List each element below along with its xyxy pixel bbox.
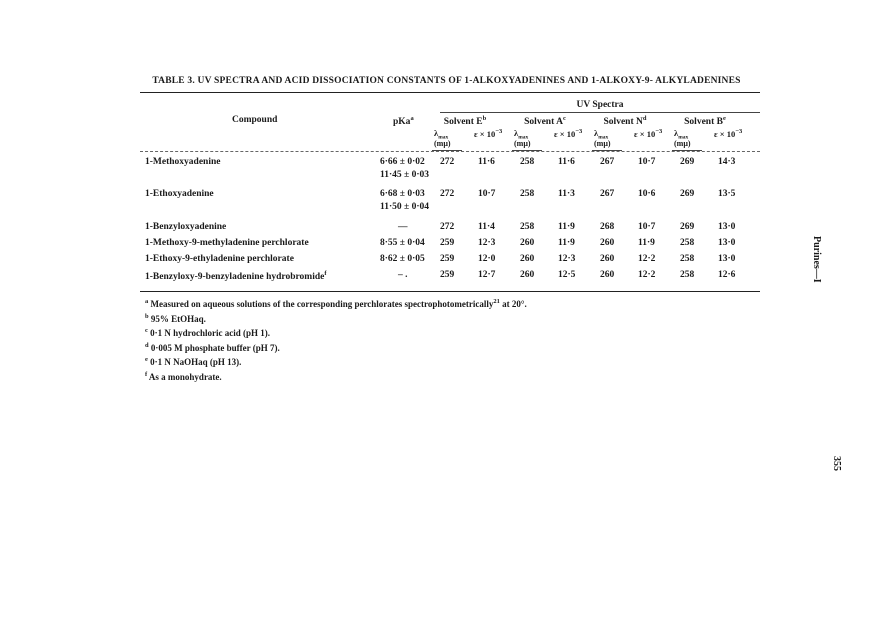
solvent-sup: e [722, 115, 726, 122]
spectra-value: 272 [440, 157, 455, 167]
epsilon-header [634, 128, 662, 139]
compound-name-text: 1-Benzyloxy-9-benzyladenine hydrobromide [145, 272, 325, 283]
epsilon-header [474, 128, 502, 139]
pka-value: 6·66 ± 0·02 [380, 157, 425, 167]
compound-name [145, 189, 214, 199]
spectra-value: 268 [600, 222, 615, 232]
footnote-text: 0·005 M phosphate buffer (pH 7). [148, 342, 280, 353]
compound-name [145, 270, 327, 282]
pka-value: 8·62 ± 0·05 [380, 254, 425, 264]
epsilon-exp: −3 [575, 128, 583, 135]
spectra-value: 12·2 [638, 270, 656, 280]
spectra-value: 11·9 [558, 222, 575, 232]
solvent-header [665, 115, 745, 127]
running-header: Purines—I [811, 236, 822, 283]
pka-header-text: pKa [393, 117, 411, 128]
footnote [145, 354, 527, 369]
spectra-value: 258 [680, 238, 695, 248]
compound-name-text: 1-Ethoxy-9-ethyladenine perchlorate [145, 254, 294, 264]
spectra-value: 12·5 [558, 270, 576, 280]
footnote-ref: 21 [493, 298, 500, 305]
spectra-value: 13·0 [718, 254, 736, 264]
bottom-rule [140, 291, 760, 292]
footnote-text: 95% EtOHaq. [148, 313, 206, 324]
footnote [145, 311, 527, 326]
footnote-text: 0·1 N hydrochloric acid (pH 1). [147, 328, 270, 338]
epsilon-exp: −3 [655, 128, 663, 135]
lambda-symbol: λ [434, 128, 439, 138]
spectra-value: 11·6 [478, 157, 495, 167]
table-footnotes [145, 296, 527, 383]
spectra-value: 11·9 [558, 238, 575, 248]
pka-value: — [398, 222, 408, 232]
spectra-value: 258 [680, 270, 695, 280]
lambda-sub: max [598, 134, 609, 141]
solvent-header [425, 115, 505, 127]
epsilon-text: ε × 10 [634, 128, 656, 139]
footnote [145, 325, 527, 340]
spectra-value: 13·5 [718, 189, 736, 199]
spectra-value: 11·3 [558, 189, 575, 199]
spectra-value: 11·4 [478, 222, 495, 232]
spectra-value: 258 [520, 189, 535, 199]
solvent-sup: d [642, 115, 647, 122]
footnote-tail: at 20°. [499, 299, 527, 309]
spectra-value: 259 [440, 270, 455, 280]
solvent-name: Solvent E [443, 117, 483, 128]
spectra-value: 260 [600, 238, 615, 248]
compound-name [145, 254, 294, 264]
spectra-value: 260 [520, 238, 535, 248]
compound-name-text: 1-Ethoxyadenine [145, 189, 214, 199]
compound-name-text: 1-Methoxy-9-methyladenine perchlorate [145, 238, 309, 248]
spectra-value: 14·3 [718, 157, 736, 167]
solvent-name: Solvent A [524, 117, 563, 128]
spectra-value: 260 [520, 254, 535, 264]
spectra-value: 13·0 [718, 222, 736, 232]
unit-label: (mμ) [434, 139, 451, 148]
epsilon-exp: −3 [495, 128, 503, 135]
unit-label: (mμ) [594, 139, 611, 148]
spectra-value: 258 [520, 157, 535, 167]
spectra-value: 272 [440, 189, 455, 199]
pka-header-sup: a [410, 115, 414, 122]
spectra-value: 269 [680, 189, 695, 199]
footnote-mark: d [145, 341, 149, 349]
solvent-header [585, 115, 665, 127]
spectra-value: 12·2 [638, 254, 656, 264]
epsilon-header [554, 128, 582, 139]
spectra-value: 260 [520, 270, 535, 280]
spectra-value: 11·6 [558, 157, 575, 167]
pka-value: 11·50 ± 0·04 [380, 202, 430, 212]
lambda-symbol: λ [514, 128, 519, 138]
footnote-mark: c [145, 327, 148, 334]
solvent-name: Solvent B [684, 117, 723, 128]
spectra-value: 269 [680, 157, 695, 167]
lambda-symbol: λ [594, 128, 599, 138]
pka-value: 8·55 ± 0·04 [380, 238, 425, 248]
footnote-mark: f [145, 370, 148, 378]
table-caption [0, 76, 893, 86]
epsilon-text: ε × 10 [714, 128, 736, 139]
compound-header: Compound [232, 115, 278, 125]
footnote-mark: b [145, 312, 149, 320]
unit-label: (mμ) [674, 139, 691, 148]
solvent-sup: b [482, 115, 487, 122]
spectra-value: 12·0 [478, 254, 496, 264]
lambda-sub: max [678, 134, 689, 141]
footnote-mark: e [145, 356, 148, 363]
top-rule [140, 92, 760, 93]
epsilon-text: ε × 10 [554, 128, 576, 139]
spectra-value: 10·7 [638, 157, 656, 167]
spectra-value: 269 [680, 222, 695, 232]
compound-name-text: 1-Benzyloxyadenine [145, 222, 227, 232]
pka-value: 6·68 ± 0·03 [380, 189, 425, 199]
footnote-text: Measured on aqueous solutions of the corresponding perchlorates spectrophotometrically [148, 299, 494, 309]
lambda-sub: max [518, 134, 529, 141]
table-caption-text: UV SPECTRA AND ACID DISSOCIATION CONSTANTS OF 1-ALKOXYADENINES AND 1-ALKOXY-9- ALKYLADENINES [197, 76, 741, 86]
spectra-value: 272 [440, 222, 455, 232]
compound-name [145, 238, 309, 248]
spectra-value: 260 [600, 270, 615, 280]
epsilon-header [714, 128, 742, 139]
spectra-value: 258 [520, 222, 535, 232]
footnote [145, 340, 527, 355]
pka-value: – . [398, 270, 408, 280]
uv-spectra-rule [440, 112, 760, 113]
footnote-text: 0·1 N NaOHaq (pH 13). [147, 357, 242, 367]
solvent-name: Solvent N [603, 117, 643, 128]
uv-spectra-header: UV Spectra [576, 100, 624, 110]
footnote-mark: a [145, 298, 149, 305]
table-caption-label: TABLE 3. [152, 76, 195, 86]
spectra-value: 10·6 [638, 189, 656, 199]
spectra-value: 12·3 [558, 254, 576, 264]
spectra-value: 12·7 [478, 270, 496, 280]
header-bottom-rule [140, 151, 760, 152]
spectra-value: 267 [600, 189, 615, 199]
epsilon-exp: −3 [735, 128, 743, 135]
lambda-sub: max [438, 134, 449, 141]
epsilon-text: ε × 10 [474, 128, 496, 139]
pka-header [393, 115, 414, 127]
spectra-value: 260 [600, 254, 615, 264]
footnote [145, 369, 527, 384]
spectra-value: 259 [440, 254, 455, 264]
spectra-value: 12·3 [478, 238, 496, 248]
spectra-value: 10·7 [638, 222, 656, 232]
spectra-value: 259 [440, 238, 455, 248]
unit-label: (mμ) [514, 139, 531, 148]
solvent-header [505, 115, 585, 127]
page-number: 355 [831, 456, 842, 471]
lambda-symbol: λ [674, 128, 679, 138]
compound-name [145, 157, 220, 167]
pka-value: 11·45 ± 0·03 [380, 170, 430, 180]
footnote-text: As a monohydrate. [147, 371, 222, 382]
compound-name-text: 1-Methoxyadenine [145, 157, 221, 167]
spectra-value: 11·9 [638, 238, 655, 248]
footnote [145, 296, 527, 311]
spectra-value: 267 [600, 157, 615, 167]
compound-name [145, 222, 226, 232]
spectra-value: 258 [680, 254, 695, 264]
spectra-value: 13·0 [718, 238, 736, 248]
solvent-sup: c [562, 115, 566, 122]
compound-sup: f [324, 270, 327, 277]
spectra-value: 12·6 [718, 270, 736, 280]
spectra-value: 10·7 [478, 189, 496, 199]
